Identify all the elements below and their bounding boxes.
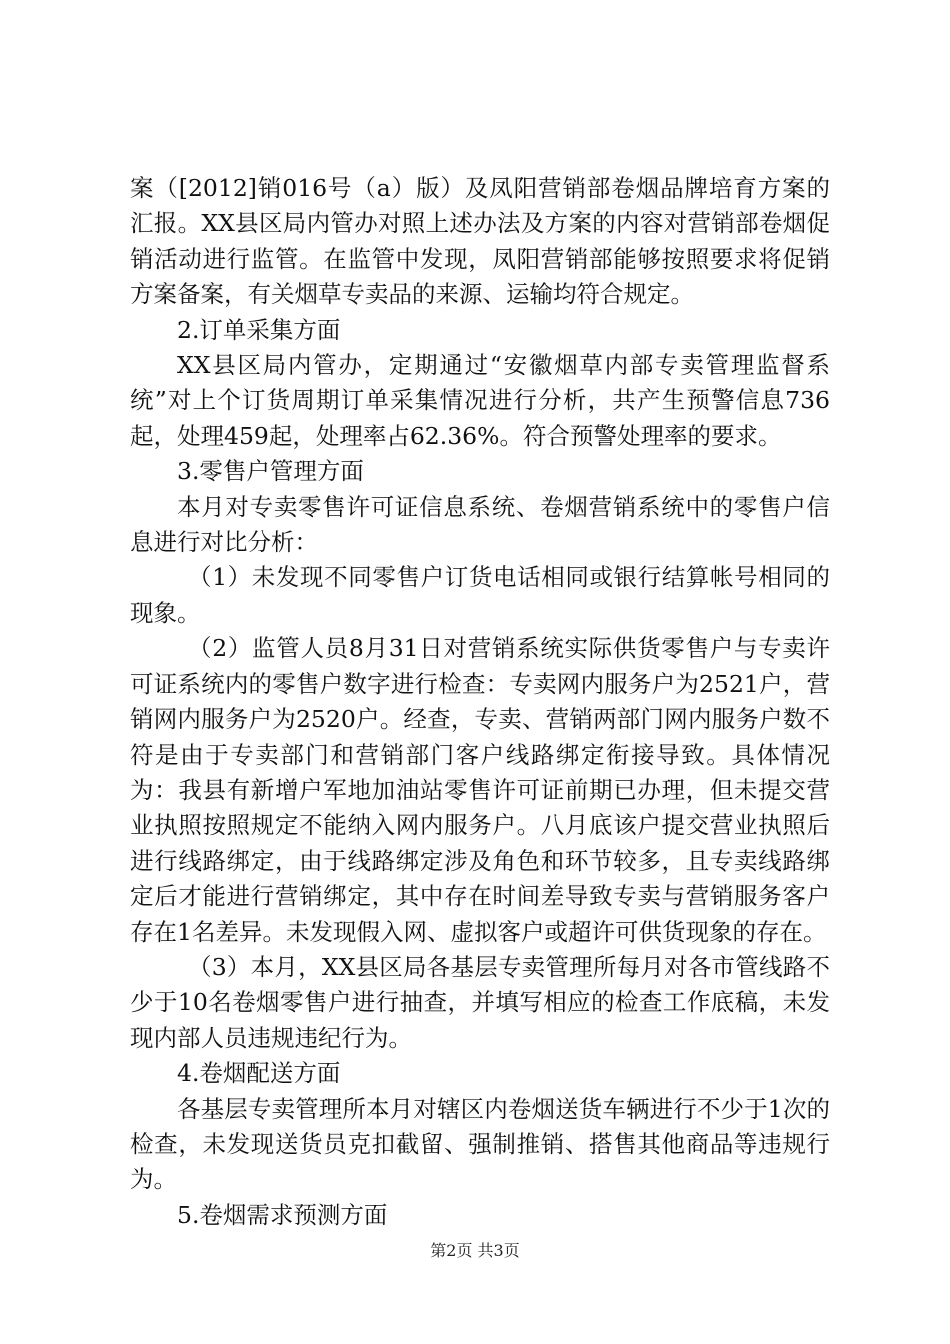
document-body bbox=[130, 171, 830, 1233]
page-footer bbox=[0, 1241, 950, 1261]
section-heading-retailer-management: 3.零售户管理方面 bbox=[177, 457, 364, 486]
page-number-label: 第2页 共3页 bbox=[430, 1241, 520, 1260]
retailer-item-3: （3）本月，XX县区局各基层专卖管理所每月对各市管线路不少于10名卷烟零售户进行抽查，并填写相应的检查工作底稿，未发现内部人员违规违纪行为。 bbox=[130, 952, 830, 1052]
delivery-paragraph: 各基层专卖管理所本月对辖区内卷烟送货车辆进行不少于1次的检查，未发现送货员克扣截留、强制推销、搭售其他商品等违规行为。 bbox=[130, 1094, 830, 1194]
section-heading-demand-forecast: 5.卷烟需求预测方面 bbox=[177, 1200, 388, 1229]
order-collection-paragraph: XX县区局内管办，定期通过“安徽烟草内部专卖管理监督系统”对上个订货周期订单采集情况进行分析，共产生预警信息736起，处理459起，处理率占62.36%。符合预警处理率的要求。 bbox=[130, 351, 830, 450]
retailer-item-2: （2）监管人员8月31日对营销系统实际供货零售户与专卖许可证系统内的零售户数字进行检查：专卖网内服务户为2521户，营销网内服务户为2520户。经查，专卖、营销两部门网内服务户数不符是由于专卖部门和营销部门客户线路绑定衔接导致。具体情况为：我县有新增户军地加油站零售许可证前期已办理，但未提交营业执照按照规定不能纳入网内服务户。八月底该户提交营业执照后进行线路绑定，由于线路绑定涉及角色和环节较多，且专卖线路绑定后才能进行营销绑定，其中存在时间差导致专卖与营销服务客户存在1名差异。未发现假入网、虚拟客户或超许可供货现象的存在。 bbox=[130, 634, 830, 946]
section-heading-order-collection: 2.订单采集方面 bbox=[177, 315, 341, 344]
continuation-paragraph: 案（[2012]销016号（a）版）及凤阳营销部卷烟品牌培育方案的汇报。XX县区局内管办对照上述办法及方案的内容对营销部卷烟促销活动进行监管。在监管中发现，凤阳营销部能够按照要求将促销方案备案，有关烟草专卖品的来源、运输均符合规定。 bbox=[130, 174, 830, 309]
retailer-item-1: （1）未发现不同零售户订货电话相同或银行结算帐号相同的现象。 bbox=[130, 563, 830, 627]
section-heading-delivery: 4.卷烟配送方面 bbox=[177, 1059, 341, 1088]
retailer-intro-paragraph: 本月对专卖零售许可证信息系统、卷烟营销系统中的零售户信息进行对比分析： bbox=[130, 492, 830, 557]
